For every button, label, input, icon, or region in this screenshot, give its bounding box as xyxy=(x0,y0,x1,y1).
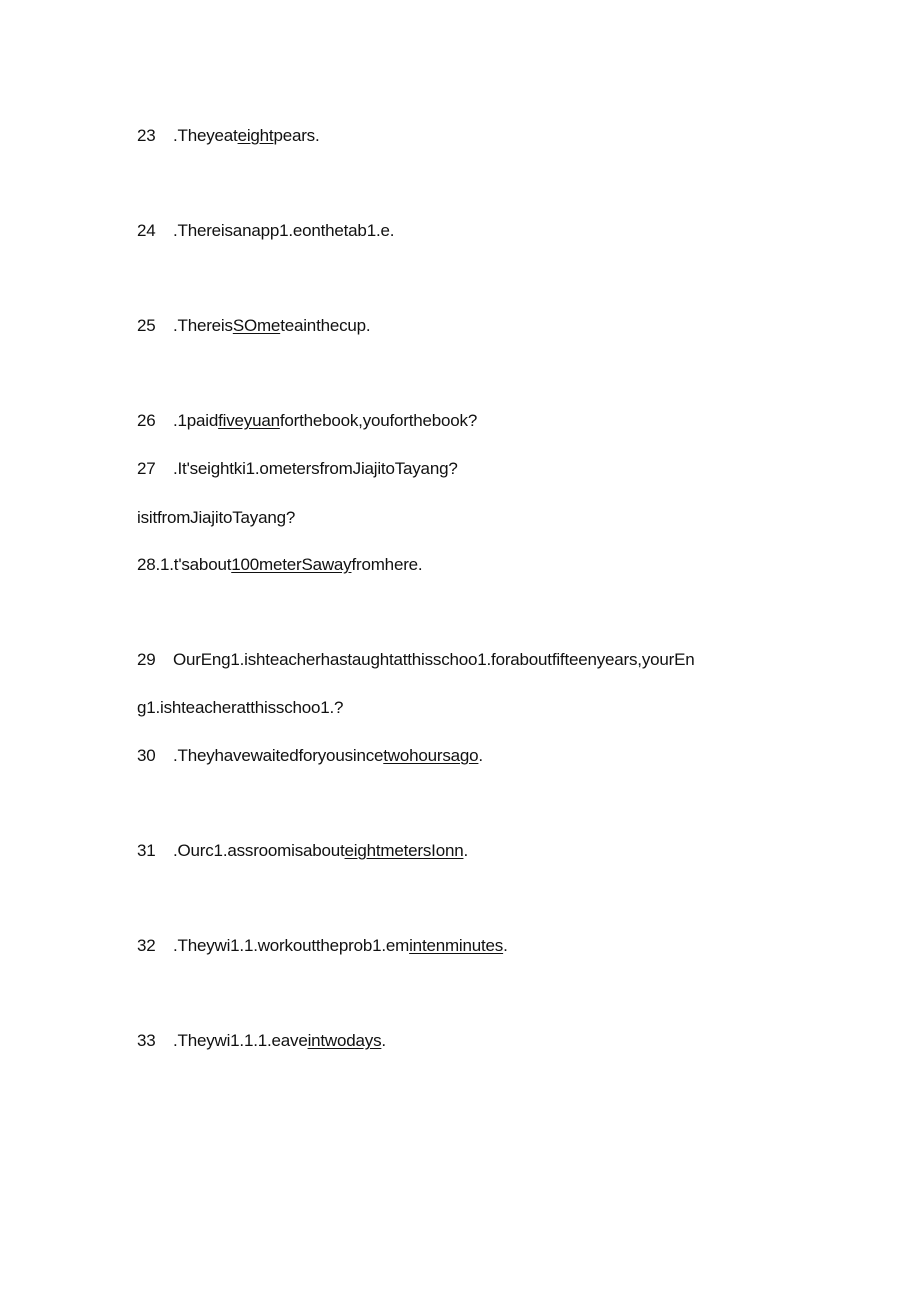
sentence-text: .Theyeat xyxy=(173,126,238,145)
sentence-text: OurEng1.ishteacherhastaughtatthisschoo1.foraboutfifteenyears,yourEn xyxy=(173,650,695,669)
underlined-phrase: 100meterSaway xyxy=(231,555,352,574)
exercise-item-33 xyxy=(137,1030,386,1052)
sentence-text: 28.1.t'sabout xyxy=(137,555,232,574)
underlined-phrase: eight xyxy=(237,126,274,145)
exercise-item-26 xyxy=(137,410,477,432)
sentence-text: .Theywi1.1.workouttheprob1.em xyxy=(173,936,410,955)
exercise-item-27 xyxy=(137,458,458,480)
item-number: 24 xyxy=(137,221,156,240)
sentence-text: forthebook,youforthebook? xyxy=(279,411,478,430)
exercise-item-29-continuation xyxy=(137,697,343,719)
sentence-text: fromhere. xyxy=(351,555,423,574)
sentence-text: .Theyhavewaitedforyousince xyxy=(173,746,384,765)
exercise-item-30 xyxy=(137,745,483,767)
underlined-phrase: intwodays xyxy=(307,1031,382,1050)
exercise-item-29 xyxy=(137,649,695,671)
sentence-text: . xyxy=(463,841,468,860)
item-number: 32 xyxy=(137,936,156,955)
exercise-item-23 xyxy=(137,125,320,147)
sentence-text: g1.ishteacheratthisschoo1.? xyxy=(137,698,344,717)
sentence-text: .It'seightki1.ometersfromJiajitoTayang? xyxy=(173,459,458,478)
sentence-text: . xyxy=(478,746,483,765)
sentence-text: .Thereisanapp1.eonthetab1.e. xyxy=(173,221,395,240)
exercise-item-31 xyxy=(137,840,468,862)
sentence-text: .Theywi1.1.1.eave xyxy=(173,1031,308,1050)
exercise-item-25 xyxy=(137,315,370,337)
item-number: 31 xyxy=(137,841,156,860)
item-number: 23 xyxy=(137,126,156,145)
item-number: 27 xyxy=(137,459,156,478)
sentence-text: .Thereis xyxy=(173,316,233,335)
sentence-text: . xyxy=(381,1031,386,1050)
underlined-phrase: fiveyuan xyxy=(218,411,280,430)
underlined-phrase: SOme xyxy=(232,316,281,335)
exercise-item-24 xyxy=(137,220,394,242)
item-number: 25 xyxy=(137,316,156,335)
exercise-item-27-answer-line xyxy=(137,507,295,529)
sentence-text: pears. xyxy=(273,126,320,145)
item-number: 26 xyxy=(137,411,156,430)
exercise-item-32 xyxy=(137,935,508,957)
item-number: 29 xyxy=(137,650,156,669)
underlined-phrase: twohoursago xyxy=(383,746,479,765)
sentence-text: .1paid xyxy=(173,411,219,430)
underlined-phrase: intenminutes xyxy=(409,936,504,955)
sentence-text: isitfromJiajitoTayang? xyxy=(137,508,296,527)
item-number: 33 xyxy=(137,1031,156,1050)
item-number: 30 xyxy=(137,746,156,765)
sentence-text: teainthecup. xyxy=(280,316,371,335)
sentence-text: .Ourc1.assroomisabout xyxy=(173,841,345,860)
sentence-text: . xyxy=(503,936,508,955)
exercise-item-28 xyxy=(137,554,422,576)
underlined-phrase: eightmetersIonn xyxy=(344,841,464,860)
